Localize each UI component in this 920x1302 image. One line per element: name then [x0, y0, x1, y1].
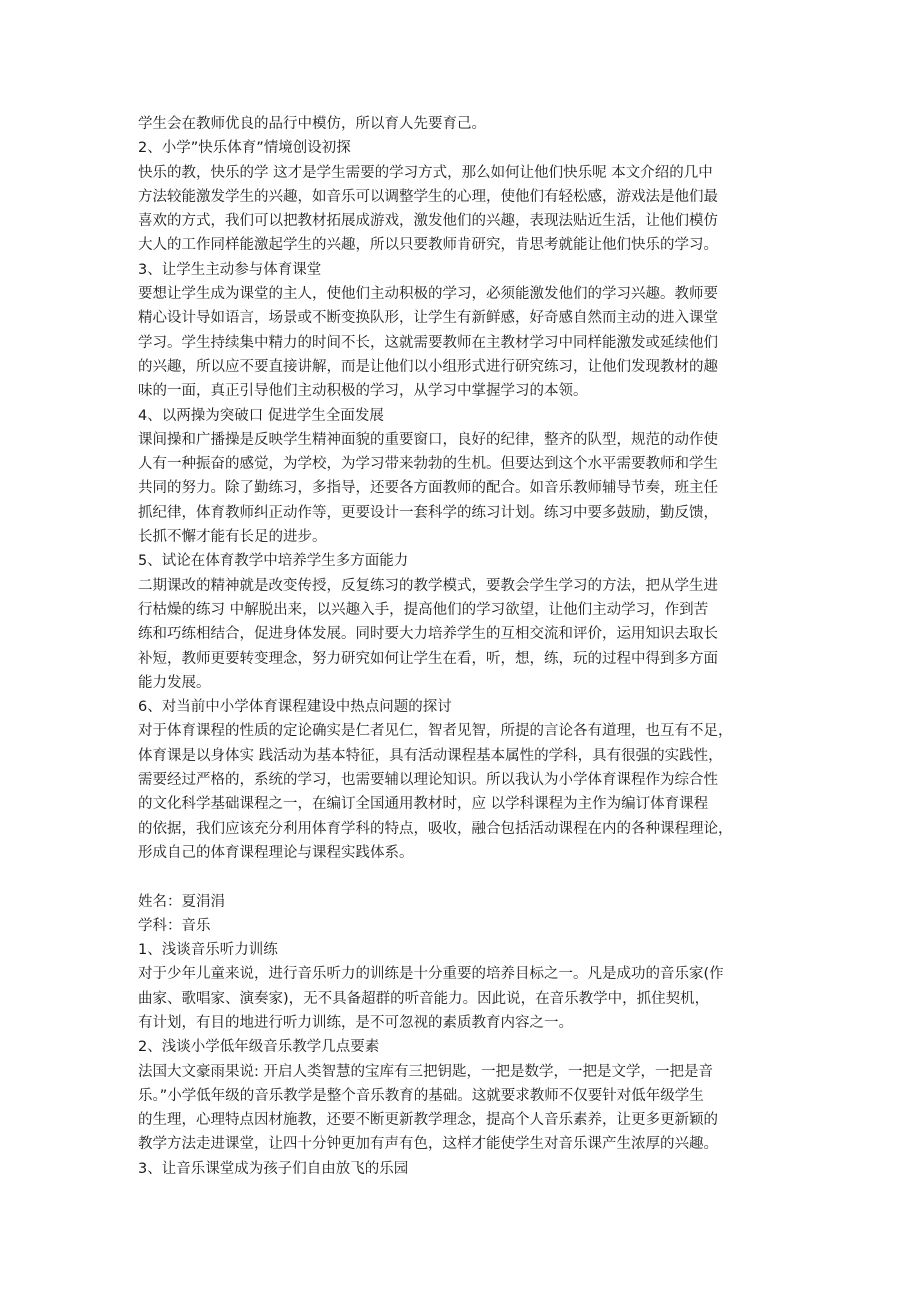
text-line: 教学方法走进课堂，让四十分钟更加有声有色，这样才能使学生对音乐课产生浓厚的兴趣。: [138, 1136, 718, 1153]
text-line: 的兴趣，所以应不要直接讲解，而是让他们以小组形式进行研究练习，让他们发现教材的趣: [138, 358, 718, 375]
text-line: 的依据，我们应该充分利用体育学科的特点，吸收，融合包括活动课程在内的各种课程理论，: [138, 820, 733, 837]
document-body: [138, 112, 788, 1181]
text-line: 学习。学生持续集中精力的时间不长，这就需要教师在主教材学习中同样能激发或延续他们: [138, 334, 718, 351]
text-line: 对于少年儿童来说，进行音乐听力的训练是十分重要的培养目标之一。凡是成功的音乐家(作: [138, 966, 724, 983]
text-line: 补短，教师更要转变理念，努力研究如何让学生在看，听，想，练，玩的过程中得到多方面: [138, 650, 718, 667]
text-line: 练和巧练相结合，促进身体发展。同时要大力培养学生的互相交流和评价，运用知识去取长: [138, 626, 718, 643]
text-line: 乐。”小学低年级的音乐教学是整个音乐教育的基础。这就要求教师不仅要针对低年级学生: [138, 1087, 704, 1104]
text-line: 课间操和广播操是反映学生精神面貌的重要窗口，良好的纪律，整齐的队型，规范的动作使: [138, 431, 718, 448]
text-line: 有计划，有目的地进行听力训练，是不可忽视的素质教育内容之一。: [138, 1014, 573, 1031]
section-heading: 4、以两操为突破口 促进学生全面发展: [138, 407, 384, 424]
section-heading: 2、小学”快乐体育”情境创设初探: [138, 140, 351, 157]
text-line: 的生理，心理特点因材施教，还要不断更新教学理念，提高个人音乐素养，让更多更新颖的: [138, 1112, 718, 1129]
section-heading: 1、浅谈音乐听力训练: [138, 942, 278, 959]
text-line: 方法较能激发学生的兴趣，如音乐可以调整学生的心理，使他们有轻松感，游戏法是他们最: [138, 188, 718, 205]
text-line: 大人的工作同样能激起学生的兴趣，所以只要教师肯研究，肯思考就能让他们快乐的学习。: [138, 237, 718, 254]
text-line: 二期课改的精神就是改变传授，反复练习的教学模式，要教会学生学习的方法，把从学生进: [138, 577, 718, 594]
text-line: 体育课是以身体实 践活动为基本特征，具有活动课程基本属性的学科，具有很强的实践性，: [138, 747, 723, 764]
text-line: 能力发展。: [138, 674, 211, 691]
blank-line: [138, 865, 788, 889]
text-line: 需要经过严格的，系统的学习，也需要辅以理论知识。所以我认为小学体育课程作为综合性: [138, 772, 718, 789]
text-line: 行枯燥的练习 中解脱出来，以兴趣入手，提高他们的学习欲望，让他们主动学习，作到苦: [138, 601, 709, 618]
text-line: 要想让学生成为课堂的主人，使他们主动积极的学习，必须能激发他们的学习兴趣。教师要: [138, 286, 718, 303]
text-line: 喜欢的方式，我们可以把教材拓展成游戏，激发他们的兴趣，表现法贴近生活，让他们模仿: [138, 213, 718, 230]
text-line: 法国大文豪雨果说: 开启人类智慧的宝库有三把钥匙，一把是数学，一把是文学，一把是音: [138, 1063, 713, 1080]
text-line: 人有一种振奋的感觉，为学校，为学习带来勃勃的生机。但要达到这个水平需要教师和学生: [138, 456, 718, 473]
section-heading: 3、让学生主动参与体育课堂: [138, 261, 322, 278]
section-heading: 6、对当前中小学体育课程建设中热点问题的探讨: [138, 699, 452, 716]
text-line: 快乐的教，快乐的学 这才是学生需要的学习方式，那么如何让他们快乐呢 本文介绍的几中: [138, 164, 713, 181]
subject-label: 学科：音乐: [138, 917, 211, 934]
text-line: 形成自己的体育课程理论与课程实践体系。: [138, 844, 414, 861]
section-heading: 2、浅谈小学低年级音乐教学几点要素: [138, 1039, 380, 1056]
text-line: 学生会在教师优良的品行中模仿，所以育人先要育己。: [138, 116, 486, 132]
text-line: 曲家、歌唱家、演奏家)，无不具备超群的听音能力。因此说，在音乐教学中，抓住契机，: [138, 990, 710, 1007]
section-heading: 3、让音乐课堂成为孩子们自由放飞的乐园: [138, 1160, 409, 1177]
section-heading: 5、试论在体育教学中培养学生多方面能力: [138, 553, 409, 570]
text-line: 长抓不懈才能有长足的进步。: [138, 529, 327, 546]
text-line: 味的一面，真正引导他们主动积极的学习，从学习中掌握学习的本领。: [138, 383, 588, 400]
text-line: 的文化科学基础课程之一，在编订全国通用教材时，应 以学科课程为主作为编订体育课程: [138, 796, 709, 813]
text-line: 抓纪律，体育教师纠正动作等，更要设计一套科学的练习计划。练习中要多鼓励，勤反馈，: [138, 504, 718, 521]
author-name: 姓名：夏涓涓: [138, 893, 225, 910]
text-line: 精心设计导如语言，场景或不断变换队形，让学生有新鲜感，好奇感自然而主动的进入课堂: [138, 310, 718, 327]
text-line: 对于体育课程的性质的定论确实是仁者见仁，智者见智，所提的言论各有道理，也互有不足，: [138, 723, 733, 740]
text-line: 共同的努力。除了勤练习，多指导，还要各方面教师的配合。如音乐教师辅导节奏，班主任: [138, 480, 718, 497]
